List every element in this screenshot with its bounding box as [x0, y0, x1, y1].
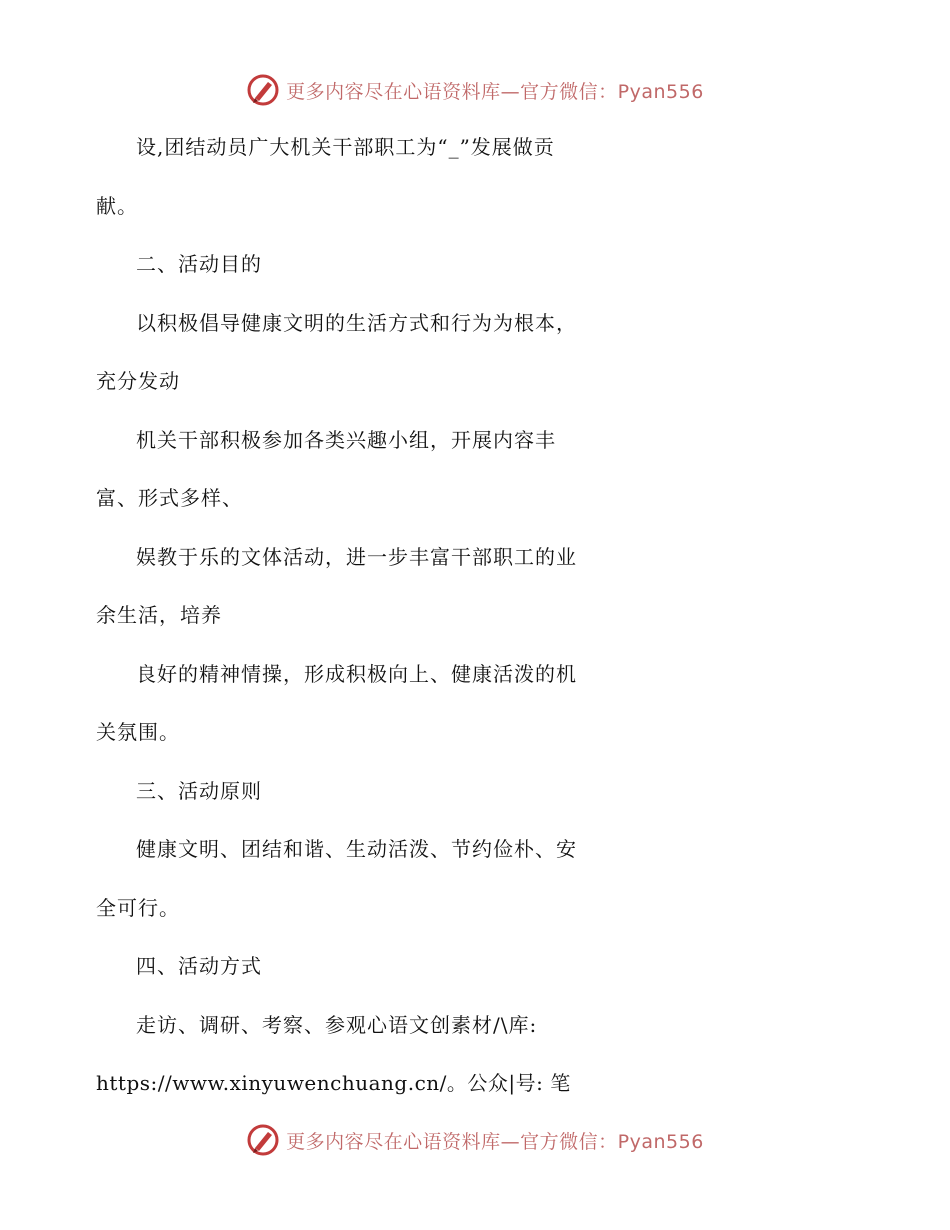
text-line: 全可行。 [96, 895, 180, 920]
text-line: 机关干部积极参加各类兴趣小组，开展内容丰 [136, 427, 556, 452]
section-heading: 二、活动目的 [136, 252, 262, 276]
pen-logo-icon [246, 73, 280, 107]
pen-logo-icon [246, 1123, 280, 1157]
text-line: 充分发动 [96, 369, 180, 393]
watermark-text: 更多内容尽在心语资料库—官方微信：Pyan556 [286, 1130, 704, 1153]
section-heading: 四、活动方式 [136, 954, 262, 978]
text-line: 余生活，培养 [96, 603, 222, 627]
text-line: 设,团结动员广大机关干部职工为“_”发展做贡 [136, 135, 555, 159]
text-line: 献。 [96, 193, 138, 218]
text-line-url: https://www.xinyuwenchuang.cn/。公众|号: 笔 [96, 1071, 571, 1095]
text-line: 走访、调研、考察、参观心语文创素材/\库: [136, 1012, 538, 1037]
footer-watermark [0, 1120, 950, 1160]
text-line: 良好的精神情操，形成积极向上、健康活泼的机 [136, 661, 577, 686]
text-line: 健康文明、团结和谐、生动活泼、节约俭朴、安 [136, 837, 577, 861]
text-line: 娱教于乐的文体活动，进一步丰富干部职工的业 [136, 544, 577, 569]
document-body [96, 118, 856, 1113]
text-line: 富、形式多样、 [96, 486, 243, 510]
watermark-text: 更多内容尽在心语资料库—官方微信：Pyan556 [286, 80, 704, 103]
text-line: 以积极倡导健康文明的生活方式和行为为根本， [136, 310, 577, 335]
text-line: 关氛围。 [96, 720, 180, 744]
section-heading: 三、活动原则 [136, 778, 262, 803]
header-watermark [0, 70, 950, 110]
